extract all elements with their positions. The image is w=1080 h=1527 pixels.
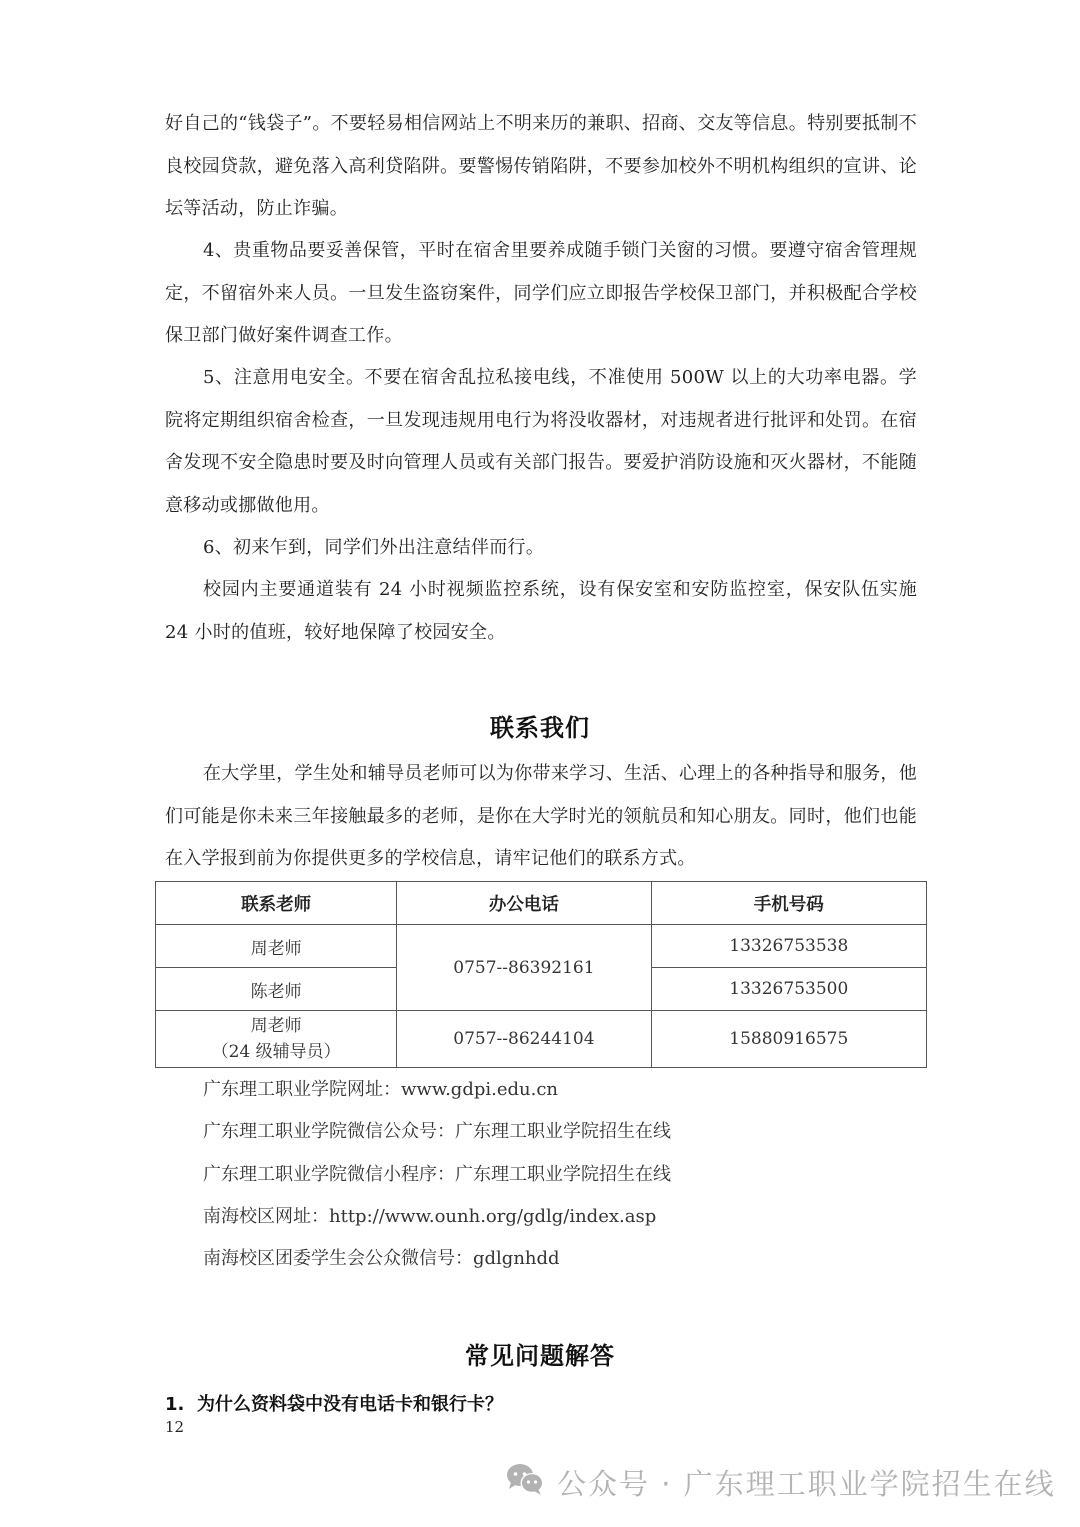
header-mobile: 手机号码	[651, 882, 926, 925]
safety-item-6: 6、初来乍到，同学们外出注意结伴而行。	[203, 537, 545, 558]
question-text: 为什么资料袋中没有电话卡和银行卡？	[197, 1394, 503, 1415]
teacher-name-cell	[156, 1011, 397, 1068]
teacher-name: 陈老师	[156, 968, 397, 1011]
office-phone: 0757--86244104	[397, 1011, 651, 1068]
teacher-note: （24 级辅导员）	[211, 1042, 341, 1062]
teacher-name: 周老师	[156, 925, 397, 968]
header-office-phone: 办公电话	[397, 882, 651, 925]
teacher-name: 周老师	[250, 1016, 302, 1036]
college-wechat-account: 广东理工职业学院微信公众号：广东理工职业学院招生在线	[203, 1121, 671, 1143]
contact-table	[155, 881, 927, 1068]
watermark-text: 公众号 · 广东理工职业学院招生在线	[557, 1466, 1056, 1501]
office-phone: 0757--86392161	[397, 925, 651, 1011]
safety-paragraph-continuation: 好自己的“钱袋子”。不要轻易相信网站上不明来历的兼职、招商、交友等信息。特别要抵制不良校园贷款，避免落入高利贷陷阱。要警惕传销陷阱，不要参加校外不明机构组织的宣讲、论坛等活动，防止诈骗。	[165, 113, 917, 219]
table-header-row	[156, 882, 927, 925]
mobile-number: 13326753500	[651, 968, 926, 1011]
contact-us-heading: 联系我们	[490, 714, 590, 742]
table-row	[156, 1011, 927, 1068]
contact-intro-paragraph: 在大学里，学生处和辅导员老师可以为你带来学习、生活、心理上的各种指导和服务，他们可能是你未来三年接触最多的老师，是你在大学时光的领航员和知心朋友。同时，他们也能在入学报到前为你提供更多的学校信息，请牢记他们的联系方式。	[165, 763, 917, 869]
campus-monitoring-paragraph: 校园内主要通道装有 24 小时视频监控系统，设有保安室和安防监控室，保安队伍实施 24 小时的值班，较好地保障了校园安全。	[165, 579, 917, 643]
college-wechat-miniprogram: 广东理工职业学院微信小程序：广东理工职业学院招生在线	[203, 1163, 671, 1185]
question-number: 1.	[165, 1394, 185, 1415]
mobile-number: 13326753538	[651, 925, 926, 968]
nanhai-student-union-wechat: 南海校区团委学生会公众微信号：gdlgnhdd	[203, 1248, 560, 1270]
header-teacher: 联系老师	[156, 882, 397, 925]
nanhai-campus-website: 南海校区网址：http://www.ounh.org/gdlg/index.asp	[203, 1205, 657, 1227]
contact-info-list	[203, 1069, 671, 1280]
mobile-number: 15880916575	[651, 1011, 926, 1068]
safety-item-4: 4、贵重物品要妥善保管，平时在宿舍里要养成随手锁门关窗的习惯。要遵守宿舍管理规定，不留宿外来人员。一旦发生盗窃案件，同学们应立即报告学校保卫部门，并积极配合学校保卫部门做好案件调查工作。	[165, 240, 917, 346]
college-website: 广东理工职业学院网址：www.gdpi.edu.cn	[203, 1079, 559, 1100]
page-number: 12	[165, 1418, 185, 1436]
safety-item-5: 5、注意用电安全。不要在宿舍乱拉私接电线，不准使用 500W 以上的大功率电器。学院将定期组织宿舍检查，一旦发现违规用电行为将没收器材，对违规者进行批评和处罚。在宿舍发现不安全隐患时要及时向管理人员或有关部门报告。要爱护消防设施和灭火器材，不能随意移动或挪做他用。	[165, 367, 917, 516]
faq-heading: 常见问题解答	[465, 1342, 615, 1370]
faq-question-1	[165, 1390, 503, 1416]
wechat-icon	[505, 1462, 557, 1503]
table-row	[156, 925, 927, 968]
wechat-watermark	[505, 1462, 1056, 1502]
